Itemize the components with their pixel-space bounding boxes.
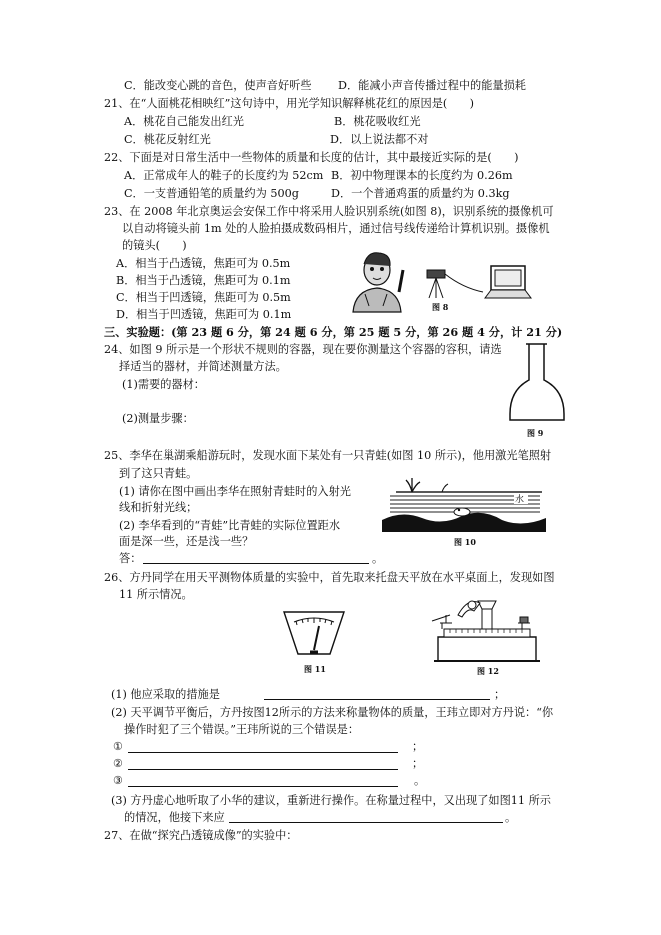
figure-11-caption: 图 11: [304, 664, 326, 674]
q25-answer-blank[interactable]: [143, 563, 369, 564]
q26-sub3-line2: 的情况，他接下来应: [124, 811, 225, 824]
q21-option-b: B．桃花吸收红光: [334, 115, 421, 128]
q22-option-b: B．初中物理课本的长度约为 0.26m: [331, 169, 513, 182]
q22-option-c: C．一支普通铅笔的质量约为 500g: [124, 187, 299, 200]
q23-option-c: C．相当于凹透镜，焦距可为 0.5m: [116, 291, 291, 304]
q26-sub3-blank[interactable]: [229, 822, 503, 823]
section-3-heading: 三、实验题：(第 23 题 6 分，第 24 题 6 分，第 25 题 5 分，第 26 题 4 分，计 21 分): [104, 325, 563, 339]
q25-sub2-line1: (2) 李华看到的“青蛙”比青蛙的实际位置距水: [119, 519, 341, 532]
q26-sub3-line1: (3) 方丹虚心地听取了小华的建议，重新进行操作。在称量过程中，又出现了如图11 所示: [111, 794, 551, 807]
q26-sub2-line1: (2) 天平调节平衡后，方丹按图12所示的方法来称量物体的质量，王玮立即对方丹说：“你: [111, 706, 554, 719]
q26-error3-marker: ③: [113, 774, 124, 787]
q26-error2-end: ；: [412, 757, 424, 770]
q23-option-b: B．相当于凸透镜，焦距可为 0.1m: [116, 274, 291, 287]
q21-option-a: A．桃花自己能发出红光: [124, 115, 244, 128]
figure-9-caption: 图 9: [527, 428, 544, 438]
figure-8-caption: 图 8: [432, 302, 449, 312]
q26-error1-end: ；: [412, 740, 424, 753]
q26-sub1-end: ；: [494, 688, 506, 701]
figure-11-balance-dial: [282, 610, 346, 656]
q22-option-d: D．一个普通鸡蛋的质量约为 0.3kg: [331, 187, 510, 200]
q26-sub1-blank[interactable]: [264, 699, 490, 700]
q24-line1: 24、如图 9 所示是一个形状不规则的容器，现在要你测量这个容器的容积，请选: [104, 343, 502, 356]
q23-option-d: D．相当于凹透镜，焦距可为 0.1m: [116, 308, 292, 321]
q24-sub1: (1)需要的器材：: [122, 378, 205, 391]
q26-error1-blank[interactable]: [128, 752, 398, 753]
q26-error2-blank[interactable]: [128, 769, 398, 770]
q26-error3-end: 。: [414, 774, 426, 787]
q23-option-a: A．相当于凸透镜，焦距可为 0.5m: [116, 257, 291, 270]
q20-option-d: D．能减小声音传播过程中的能量损耗: [338, 79, 526, 92]
q26-line2: 11 所示情况。: [119, 588, 193, 601]
q25-sub1-line2: 线和折射光线；: [119, 501, 198, 514]
q25-answer-period: 。: [372, 552, 384, 565]
q23-line2: 以自动将镜头前 1m 处的人脸拍摄成数码相片，通过信号线传递给计算机识别。摄像机: [122, 222, 550, 235]
q24-sub2: (2)测量步骤：: [122, 412, 194, 425]
q21-option-c: C．桃花反射红光: [124, 133, 211, 146]
q25-answer-label: 答：: [119, 552, 142, 565]
q26-error3-blank[interactable]: [128, 786, 398, 787]
q25-sub2-line2: 面是深一些，还是浅一些？: [119, 535, 254, 548]
figure-10-water-label: 水: [515, 495, 525, 505]
q26-error1-marker: ①: [113, 740, 124, 753]
q26-sub3-end: 。: [505, 811, 517, 824]
q26-error2-marker: ②: [113, 757, 124, 770]
q23-line3: 的镜头( ): [122, 239, 187, 252]
q22-stem: 22、下面是对日常生活中一些物体的质量和长度的估计，其中最接近实际的是( ): [104, 151, 519, 164]
q25-sub1-line1: (1) 请你在图中画出李华在照射青蛙时的入射光: [119, 485, 351, 498]
q26-sub2-line2: 操作时犯了三个错误。”王玮所说的三个错误是：: [124, 723, 360, 736]
q25-line1: 25、李华在巢湖乘船游玩时，发现水面下某处有一只青蛙(如图 10 所示)，他用激光笔照射: [104, 449, 552, 462]
q26-sub1: (1) 他应采取的措施是: [111, 688, 220, 701]
figure-12-caption: 图 12: [477, 666, 499, 676]
q25-line2: 到了这只青蛙。: [119, 467, 198, 480]
q21-option-d: D．以上说法都不对: [330, 133, 429, 146]
figure-9-irregular-container: [506, 342, 568, 424]
q24-line2: 择适当的器材，并简述测量方法。: [119, 360, 287, 373]
figure-12-balance-weighing: [428, 593, 546, 665]
q21-stem: 21、在“人面桃花相映红”这句诗中，用光学知识解释桃花红的原因是( ): [104, 97, 475, 110]
q27-stem: 27、在做“探究凸透镜成像”的实验中：: [104, 829, 298, 842]
q20-option-c: C．能改变心跳的音色，使声音好听些: [124, 79, 312, 92]
q22-option-a: A．正常成年人的鞋子的长度约为 52cm: [124, 169, 324, 182]
q23-line1: 23、在 2008 年北京奥运会安保工作中将采用人脸识别系统(如图 8)，识别系统的摄像机可: [104, 205, 554, 218]
figure-10-caption: 图 10: [454, 537, 476, 547]
q26-line1: 26、方丹同学在用天平测物体质量的实验中，首先取来托盘天平放在水平桌面上，发现如图: [104, 571, 555, 584]
